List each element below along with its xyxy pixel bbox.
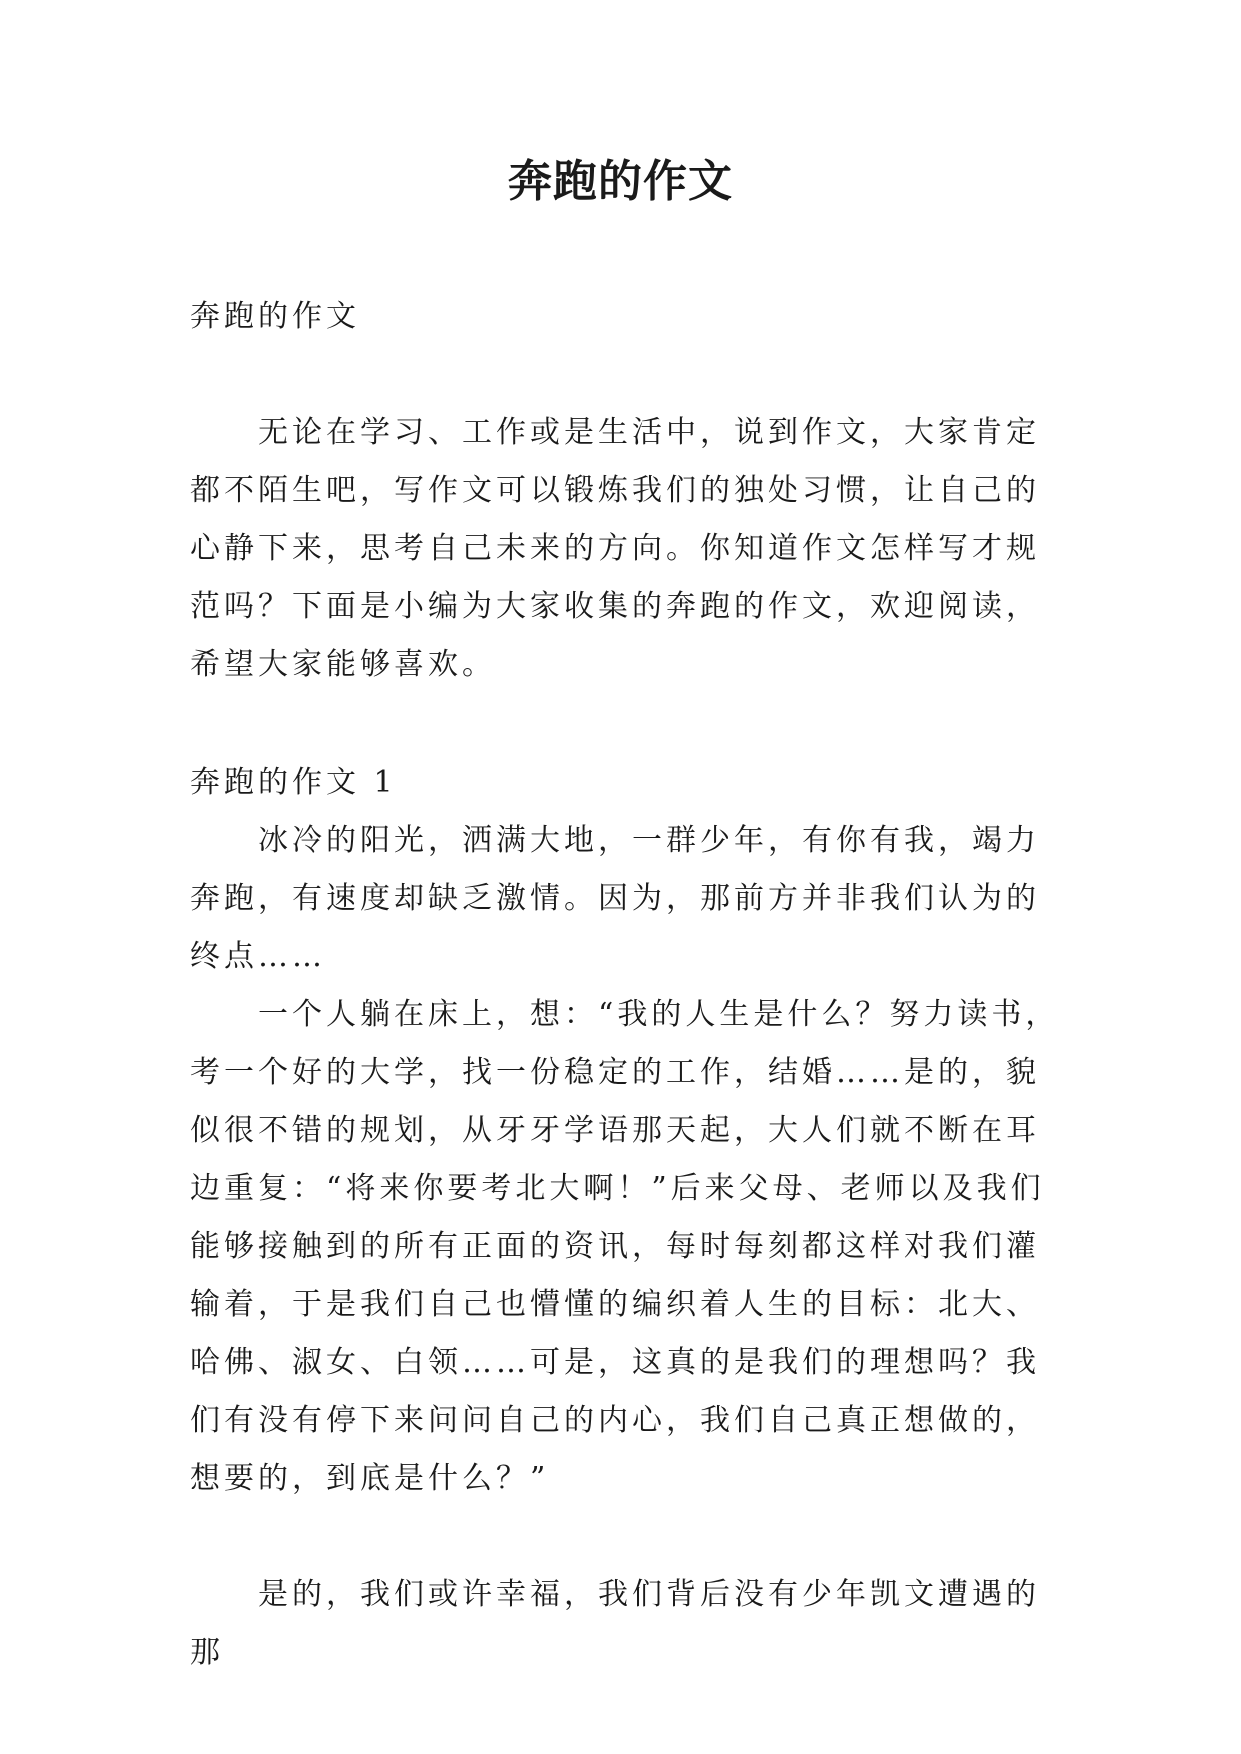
document-title: 奔跑的作文 [508,156,733,207]
body-paragraph: 一个人躺在床上，想：“我的人生是什么？努力读书，考一个好的大学，找一份稳定的工作，结婚……是的，貌似很不错的规划，从牙牙学语那天起，大人们就不断在耳边重复：“将来你要考北大啊！”后来父母、老师以及我们能够接触到的所有正面的资讯，每时每刻都这样对我们灌输着，于是我们自己也懵懂的编织着人生的目标：北大、哈佛、淑女、白领……可是，这真的是我们的理想吗？我们有没有停下来问问自己的内心，我们自己真正想做的，想要的，到底是什么？” [190,997,1060,1496]
body-paragraph: 冰冷的阳光，洒满大地，一群少年，有你有我，竭力奔跑，有速度却缺乏激情。因为，那前方并非我们认为的终点…… [190,823,1040,974]
document-subtitle: 奔跑的作文 [190,299,360,334]
section-heading: 奔跑的作文 1 [190,765,397,800]
intro-paragraph: 无论在学习、工作或是生活中，说到作文，大家肯定都不陌生吧，写作文可以锻炼我们的独处习惯，让自己的心静下来，思考自己未来的方向。你知道作文怎样写才规范吗？下面是小编为大家收集的奔跑的作文，欢迎阅读，希望大家能够喜欢。 [190,415,1040,682]
body-paragraph: 是的，我们或许幸福，我们背后没有少年凯文遭遇的那 [190,1577,1040,1670]
